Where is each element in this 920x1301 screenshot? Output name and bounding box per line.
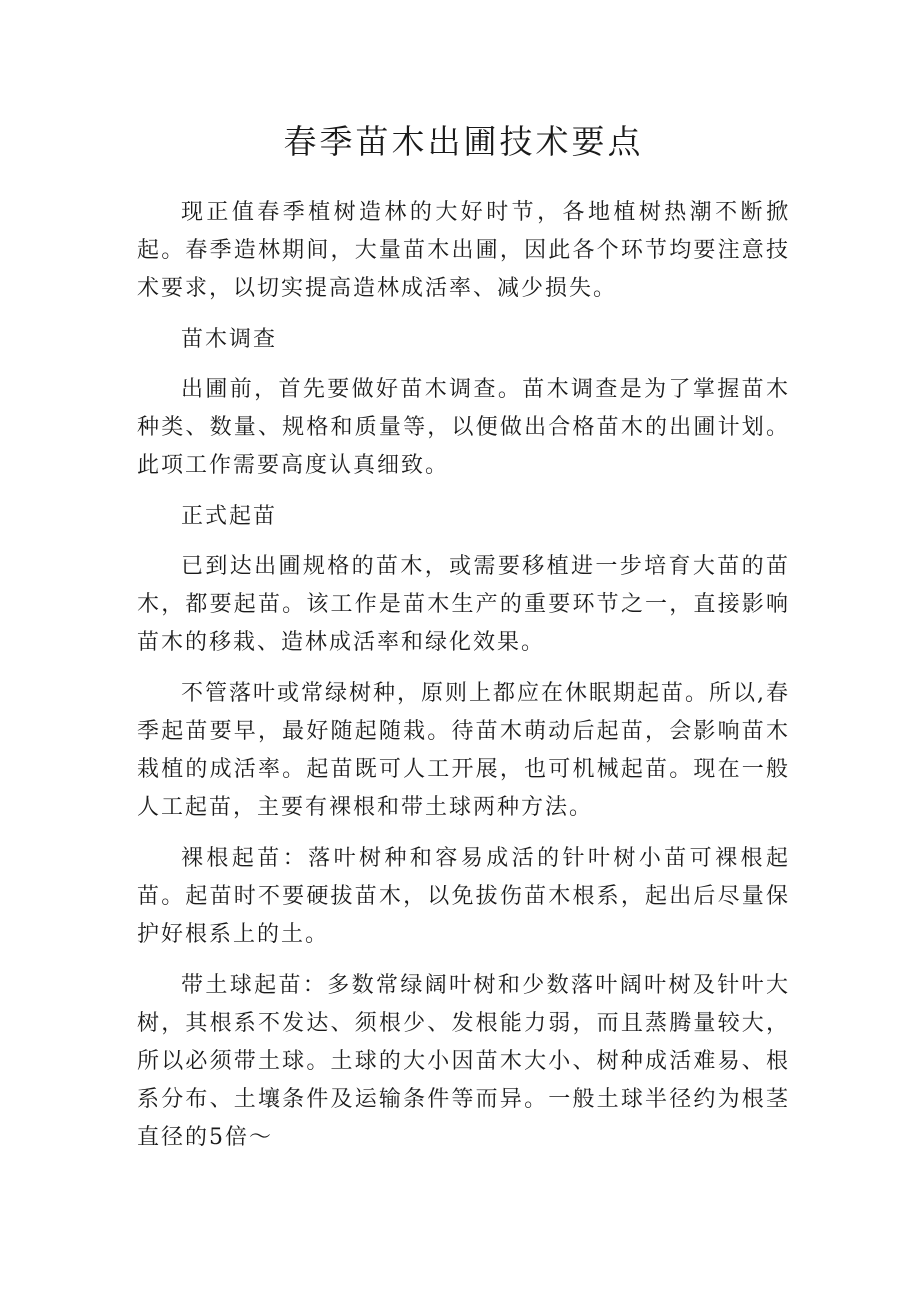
lifting-paragraph-2: 不管落叶或常绿树种，原则上都应在休眠期起苗。所以,春季起苗要早，最好随起随栽。待苗木萌动后起苗，会影响苗木栽植的成活率。起苗既可人工开展，也可机械起苗。现在一般人工起苗，主要有裸根和带土球两种方法。 bbox=[137, 681, 790, 820]
section-heading-seedling-survey: 苗木调查 bbox=[181, 327, 278, 352]
page-title: 春季苗木出圃技术要点 bbox=[283, 122, 644, 161]
section-heading-lifting: 正式起苗 bbox=[181, 504, 278, 529]
lifting-paragraph-1: 已到达出圃规格的苗木，或需要移植进一步培育大苗的苗木，都要起苗。该工作是苗木生产的重要环节之一，直接影响苗木的移栽、造林成活率和绿化效果。 bbox=[137, 554, 790, 655]
bare-root-paragraph: 裸根起苗：落叶树种和容易成活的针叶树小苗可裸根起苗。起苗时不要硬拔苗木，以免拔伤苗木根系，起出后尽量保护好根系上的土。 bbox=[137, 846, 790, 947]
seedling-survey-paragraph: 出圃前，首先要做好苗木调查。苗木调查是为了掌握苗木种类、数量、规格和质量等，以便做出合格苗木的出圃计划。此项工作需要高度认真细致。 bbox=[137, 377, 790, 478]
soil-ball-paragraph: 带土球起苗：多数常绿阔叶树和少数落叶阔叶树及针叶大树，其根系不发达、须根少、发根能力弱，而且蒸腾量较大，所以必须带土球。土球的大小因苗木大小、树种成活难易、根系分布、土壤条件及运输条件等而异。一般土球半径约为根茎直径的5倍～ bbox=[137, 973, 790, 1150]
intro-paragraph: 现正值春季植树造林的大好时节，各地植树热潮不断掀起。春季造林期间，大量苗木出圃，因此各个环节均要注意技术要求，以切实提高造林成活率、减少损失。 bbox=[137, 200, 790, 301]
